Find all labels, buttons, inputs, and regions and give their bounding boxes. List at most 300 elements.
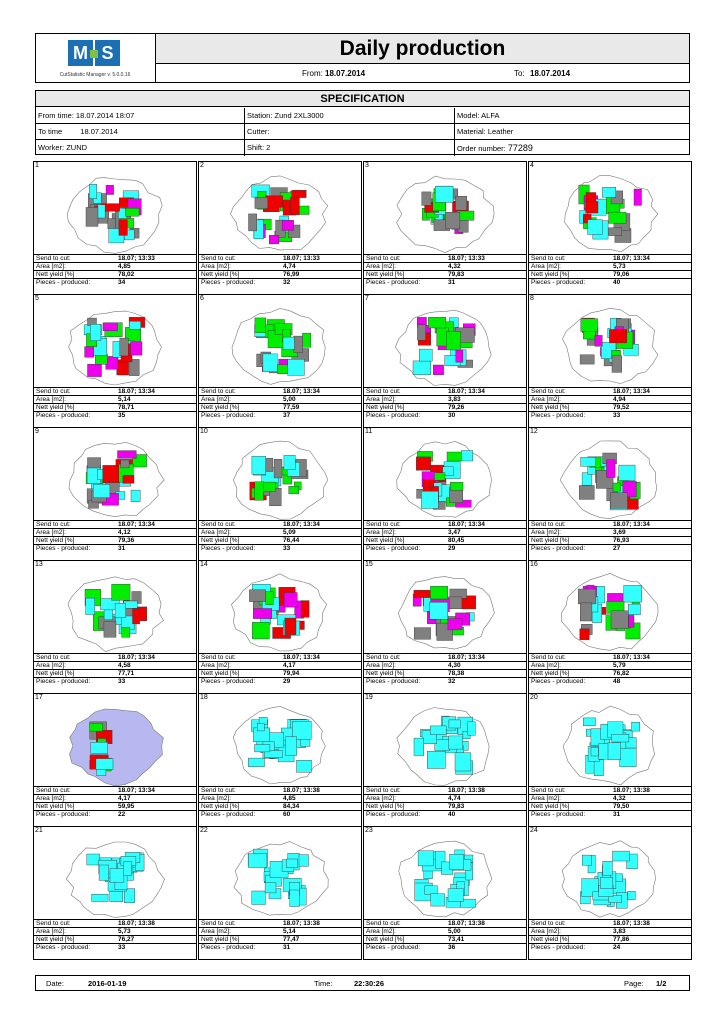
stat-label-send: Send to cut: — [531, 521, 566, 528]
spec-row-2 — [36, 124, 689, 140]
cut-piece — [427, 751, 445, 768]
stat-label-send: Send to cut: — [201, 255, 236, 262]
stat-label-send: Send to cut: — [531, 920, 566, 927]
stat-label-area: Area [m2]: — [201, 529, 231, 536]
stat-value-pieces: 27 — [613, 545, 621, 552]
nest-card — [528, 294, 692, 428]
stat-row-yield — [364, 537, 526, 545]
cut-piece — [594, 760, 603, 776]
stat-label-area: Area [m2]: — [531, 928, 561, 935]
stat-label-area: Area [m2]: — [531, 662, 561, 669]
nest-card-stats — [529, 520, 691, 553]
stat-value-pieces: 40 — [448, 811, 456, 818]
stat-label-area: Area [m2]: — [366, 529, 396, 536]
nest-card — [33, 294, 197, 428]
cut-piece — [294, 336, 303, 352]
cut-piece — [299, 206, 309, 215]
cut-piece — [609, 212, 627, 223]
cut-piece — [252, 622, 269, 639]
stat-value-yield: 79,06 — [613, 271, 630, 278]
stat-label-send: Send to cut: — [531, 654, 566, 661]
nest-card — [198, 161, 362, 295]
nest-card-number: 6 — [200, 295, 204, 302]
cut-piece — [582, 855, 591, 865]
spec-from-time: From time: 18.07.2014 18:07 — [38, 111, 135, 120]
nest-card-stats — [364, 254, 526, 287]
stat-row-yield — [529, 803, 691, 811]
cut-piece — [468, 722, 476, 735]
logo-letter-s: S — [95, 40, 120, 66]
stat-row-area — [199, 396, 361, 404]
logo-dot-icon — [90, 50, 98, 58]
cut-piece — [448, 889, 463, 902]
cut-piece — [266, 592, 274, 605]
stat-value-pieces: 33 — [283, 545, 291, 552]
stat-label-area: Area [m2]: — [201, 928, 231, 935]
stat-label-area: Area [m2]: — [36, 662, 66, 669]
cut-piece — [290, 890, 300, 907]
nest-card — [33, 826, 197, 960]
stat-value-pieces: 60 — [283, 811, 291, 818]
cut-piece — [581, 457, 596, 466]
stat-value-area: 4,17 — [118, 795, 131, 802]
stat-row-area — [529, 662, 691, 670]
stat-label-pieces: Pieces - produced: — [36, 678, 91, 685]
nest-card-number: 3 — [365, 162, 369, 169]
nest-card-stats — [364, 520, 526, 553]
stat-value-area: 5,14 — [283, 928, 296, 935]
stat-value-yield: 76,99 — [283, 271, 300, 278]
stat-label-yield: Nett yield [%] — [366, 537, 405, 544]
stat-value-yield: 77,47 — [283, 936, 300, 943]
cut-piece — [274, 459, 282, 478]
cut-piece — [131, 490, 140, 502]
stat-value-send: 18.07; 13:38 — [448, 787, 485, 794]
stat-value-send: 18.07; 13:34 — [613, 388, 650, 395]
nest-card-number: 16 — [530, 561, 538, 568]
stat-value-yield: 79,83 — [448, 803, 465, 810]
stat-value-area: 4,74 — [448, 795, 461, 802]
stat-row-send — [34, 388, 196, 396]
spec-shift: Shift: 2 — [244, 140, 454, 156]
stat-label-pieces: Pieces - produced: — [366, 678, 421, 685]
cut-piece — [123, 475, 134, 483]
cut-piece — [89, 184, 97, 198]
cut-piece — [255, 482, 264, 501]
stat-row-send — [199, 388, 361, 396]
stat-label-send: Send to cut: — [201, 787, 236, 794]
stat-label-pieces: Pieces - produced: — [531, 412, 586, 419]
spec-to-time-value: 18.07.2014 — [80, 127, 118, 136]
cut-piece — [86, 207, 98, 226]
spec-order-value: 77289 — [507, 143, 533, 153]
stat-label-yield: Nett yield [%] — [36, 271, 75, 278]
nest-card — [33, 161, 197, 295]
cut-piece — [118, 451, 137, 459]
stat-label-pieces: Pieces - produced: — [201, 944, 256, 951]
stat-value-yield: 80,45 — [448, 537, 465, 544]
stat-value-pieces: 33 — [118, 678, 126, 685]
cut-piece — [91, 742, 108, 753]
cut-piece — [249, 214, 257, 231]
stat-value-yield: 76,82 — [613, 670, 630, 677]
stat-row-area — [199, 662, 361, 670]
nest-card-number: 17 — [35, 694, 43, 701]
stat-value-send: 18.07; 13:34 — [118, 388, 155, 395]
cut-piece — [283, 337, 294, 349]
stat-row-send — [199, 787, 361, 795]
stat-label-yield: Nett yield [%] — [36, 404, 75, 411]
stat-value-pieces: 37 — [283, 412, 291, 419]
stat-label-yield: Nett yield [%] — [531, 404, 570, 411]
stat-label-yield: Nett yield [%] — [531, 537, 570, 544]
cut-piece — [291, 197, 300, 215]
cut-piece — [248, 758, 264, 767]
cut-piece — [607, 460, 616, 478]
nest-card-number: 4 — [530, 162, 534, 169]
nest-card-number: 5 — [35, 295, 39, 302]
stat-row-send — [34, 255, 196, 263]
stat-value-send: 18.07; 13:34 — [283, 654, 320, 661]
report-header — [35, 33, 690, 83]
stat-label-pieces: Pieces - produced: — [531, 678, 586, 685]
nest-card-stats — [199, 786, 361, 819]
footer-date-value: 2016-01-19 — [88, 979, 127, 988]
cut-piece — [106, 185, 114, 194]
hide-nesting-image — [365, 835, 525, 919]
cut-piece — [112, 584, 131, 600]
stat-row-send — [199, 521, 361, 529]
stat-row-pieces — [34, 279, 196, 287]
cut-piece — [445, 212, 460, 229]
cut-piece — [121, 460, 129, 468]
stat-label-yield: Nett yield [%] — [201, 404, 240, 411]
stat-value-send: 18.07; 13:38 — [613, 787, 650, 794]
cut-piece — [124, 862, 132, 876]
hide-nesting-image — [530, 436, 690, 520]
stat-value-send: 18.07; 13:34 — [613, 654, 650, 661]
stat-label-area: Area [m2]: — [36, 529, 66, 536]
stat-value-yield: 84,34 — [283, 803, 300, 810]
stat-label-area: Area [m2]: — [531, 529, 561, 536]
cut-piece — [90, 723, 103, 731]
spec-to-time-label: To time — [38, 127, 63, 136]
cut-piece — [430, 726, 446, 735]
cut-piece — [607, 593, 623, 602]
stat-value-area: 4,30 — [448, 662, 461, 669]
stat-label-yield: Nett yield [%] — [531, 271, 570, 278]
stat-row-pieces — [364, 944, 526, 952]
stat-row-area — [529, 396, 691, 404]
stat-label-yield: Nett yield [%] — [201, 271, 240, 278]
stat-row-area — [364, 396, 526, 404]
cut-piece — [104, 621, 116, 637]
stat-label-send: Send to cut: — [531, 388, 566, 395]
cut-piece — [289, 486, 299, 494]
nest-card-number: 14 — [200, 561, 208, 568]
cut-piece — [129, 321, 140, 329]
stat-row-send — [529, 654, 691, 662]
stat-value-pieces: 30 — [448, 412, 456, 419]
stat-label-send: Send to cut: — [36, 787, 71, 794]
logo-letter-m: M — [68, 40, 93, 66]
hide-nesting-image — [200, 702, 360, 786]
hide-nesting-image — [200, 569, 360, 653]
stat-value-yield: 77,86 — [613, 936, 630, 943]
stat-label-yield: Nett yield [%] — [201, 670, 240, 677]
footer-page-label: Page: — [624, 979, 644, 988]
cut-piece — [624, 585, 642, 602]
hide-nesting-image — [35, 436, 195, 520]
stat-label-yield: Nett yield [%] — [366, 404, 405, 411]
stat-value-send: 18.07; 13:38 — [283, 920, 320, 927]
stat-value-send: 18.07; 13:34 — [118, 521, 155, 528]
stat-row-area — [34, 529, 196, 537]
stat-value-yield: 79,36 — [118, 537, 135, 544]
stat-label-area: Area [m2]: — [531, 396, 561, 403]
ms-logo — [68, 40, 120, 66]
spec-model: Model: ALFA — [454, 108, 689, 124]
stat-value-area: 4,85 — [118, 263, 131, 270]
nest-card — [33, 427, 197, 561]
stat-row-send — [34, 787, 196, 795]
cut-piece — [414, 628, 430, 640]
stat-row-yield — [364, 670, 526, 678]
cut-piece — [286, 737, 297, 756]
hide-nesting-image — [200, 436, 360, 520]
cut-piece — [447, 452, 461, 461]
stat-row-pieces — [364, 811, 526, 819]
nest-card-number: 21 — [35, 827, 43, 834]
cut-piece — [133, 609, 140, 624]
stat-value-yield: 79,26 — [448, 404, 465, 411]
nest-card — [363, 161, 527, 295]
nest-card — [198, 294, 362, 428]
stat-row-yield — [34, 670, 196, 678]
nest-card — [363, 427, 527, 561]
stat-value-send: 18.07; 13:34 — [448, 654, 485, 661]
stat-row-send — [34, 521, 196, 529]
cut-piece — [603, 861, 613, 875]
stat-label-pieces: Pieces - produced: — [366, 279, 421, 286]
footer-date-label: Date: — [46, 979, 64, 988]
stat-label-send: Send to cut: — [36, 388, 71, 395]
cut-piece — [95, 354, 107, 364]
stat-value-send: 18.07; 13:34 — [283, 388, 320, 395]
cut-piece — [414, 590, 431, 597]
stat-value-send: 18.07; 13:34 — [613, 521, 650, 528]
stat-row-area — [199, 928, 361, 936]
footer-time-value: 22:30:26 — [354, 979, 385, 988]
cut-piece — [613, 851, 630, 861]
stat-row-area — [364, 529, 526, 537]
stat-row-pieces — [529, 412, 691, 420]
stat-label-send: Send to cut: — [531, 787, 566, 794]
stat-value-area: 4,32 — [448, 263, 461, 270]
stat-label-send: Send to cut: — [366, 654, 401, 661]
stat-row-area — [34, 928, 196, 936]
stat-row-yield — [34, 803, 196, 811]
cut-piece — [586, 193, 596, 202]
cut-piece — [122, 627, 130, 637]
cut-piece — [581, 319, 598, 332]
stat-value-pieces: 33 — [118, 944, 126, 951]
cut-piece — [628, 604, 640, 615]
stat-value-area: 5,73 — [613, 263, 626, 270]
stat-label-area: Area [m2]: — [531, 795, 561, 802]
stat-value-send: 18.07; 13:34 — [118, 654, 155, 661]
cut-piece — [252, 891, 266, 905]
cut-piece — [255, 197, 268, 208]
stat-row-area — [34, 263, 196, 271]
stat-value-send: 18.07; 13:38 — [613, 920, 650, 927]
stat-row-send — [34, 920, 196, 928]
stat-row-send — [529, 388, 691, 396]
spec-row-1 — [36, 108, 689, 124]
cut-piece — [110, 891, 123, 902]
cut-piece — [608, 743, 621, 760]
stat-row-area — [199, 263, 361, 271]
cut-piece — [266, 196, 283, 208]
stat-label-pieces: Pieces - produced: — [201, 545, 256, 552]
stat-value-yield: 76,27 — [118, 936, 135, 943]
stat-row-send — [364, 787, 526, 795]
spec-cutter: Cutter: — [244, 124, 454, 140]
cut-piece — [430, 586, 447, 599]
to-label: To: — [514, 69, 525, 78]
from-label: From: — [302, 69, 323, 78]
logo-subtitle: CutStatistic Manager v. 5.0.0.16 — [59, 72, 131, 78]
stat-row-yield — [199, 670, 361, 678]
stat-label-send: Send to cut: — [201, 521, 236, 528]
cut-piece — [580, 355, 594, 364]
cut-piece — [417, 325, 425, 340]
hide-nesting-image — [530, 303, 690, 387]
stat-row-area — [529, 795, 691, 803]
stat-label-yield: Nett yield [%] — [201, 803, 240, 810]
stat-value-area: 5,09 — [283, 529, 296, 536]
cut-piece — [252, 456, 266, 474]
stat-row-pieces — [34, 811, 196, 819]
stat-label-yield: Nett yield [%] — [366, 803, 405, 810]
nest-card-stats — [199, 520, 361, 553]
nest-card — [198, 560, 362, 694]
nest-card — [528, 560, 692, 694]
cut-piece — [287, 859, 298, 868]
stat-row-area — [364, 662, 526, 670]
cut-piece — [285, 618, 296, 635]
stat-label-pieces: Pieces - produced: — [36, 545, 91, 552]
stat-label-send: Send to cut: — [201, 388, 236, 395]
stat-row-yield — [34, 271, 196, 279]
stat-label-pieces: Pieces - produced: — [36, 412, 91, 419]
stat-row-send — [529, 255, 691, 263]
stat-value-yield: 73,41 — [448, 936, 465, 943]
stat-label-send: Send to cut: — [366, 255, 401, 262]
stat-label-yield: Nett yield [%] — [201, 936, 240, 943]
hide-nesting-image — [365, 702, 525, 786]
stat-label-yield: Nett yield [%] — [531, 670, 570, 677]
spec-row-3 — [36, 140, 689, 156]
footer-time-label: Time: — [314, 979, 333, 988]
stat-label-yield: Nett yield [%] — [201, 537, 240, 544]
cut-piece — [602, 187, 615, 197]
cut-piece — [108, 219, 116, 229]
stat-value-pieces: 31 — [118, 545, 126, 552]
cut-piece — [299, 855, 309, 867]
stat-row-pieces — [199, 412, 361, 420]
stat-label-yield: Nett yield [%] — [366, 670, 405, 677]
stat-value-area: 4,58 — [118, 662, 131, 669]
hide-outline — [399, 841, 492, 917]
hide-nesting-image — [200, 303, 360, 387]
stat-label-area: Area [m2]: — [36, 263, 66, 270]
stat-value-pieces: 32 — [283, 279, 291, 286]
stat-row-yield — [34, 537, 196, 545]
cut-piece — [419, 349, 432, 361]
stat-row-yield — [34, 404, 196, 412]
cut-piece — [446, 331, 460, 350]
stat-value-send: 18.07; 13:34 — [448, 521, 485, 528]
stat-label-area: Area [m2]: — [366, 263, 396, 270]
cut-piece — [292, 190, 307, 197]
stat-label-area: Area [m2]: — [201, 795, 231, 802]
stat-value-pieces: 36 — [448, 944, 456, 951]
stat-value-area: 5,00 — [283, 396, 296, 403]
cut-piece — [413, 361, 431, 375]
stat-row-pieces — [529, 944, 691, 952]
nest-card-stats — [364, 919, 526, 952]
stat-row-area — [364, 263, 526, 271]
nest-card-stats — [529, 786, 691, 819]
stat-row-pieces — [364, 279, 526, 287]
cut-piece — [263, 354, 277, 372]
stat-value-yield: 76,93 — [613, 537, 630, 544]
nest-card — [33, 693, 197, 827]
cut-piece — [431, 894, 445, 906]
cut-piece — [265, 883, 276, 893]
nest-card — [363, 560, 527, 694]
cut-piece — [610, 493, 627, 509]
stat-row-pieces — [199, 811, 361, 819]
cut-piece — [90, 324, 101, 341]
hide-nesting-image — [530, 569, 690, 653]
stat-value-pieces: 35 — [118, 412, 126, 419]
stat-row-send — [34, 654, 196, 662]
stat-row-pieces — [529, 545, 691, 553]
spec-order-label: Order number: — [457, 144, 506, 153]
stat-row-yield — [364, 803, 526, 811]
stat-value-yield: 78,38 — [448, 670, 465, 677]
stat-value-area: 5,73 — [118, 928, 131, 935]
cut-piece — [591, 747, 598, 756]
cut-piece — [88, 458, 101, 468]
nest-card-stats — [34, 520, 196, 553]
nest-card-stats — [529, 653, 691, 686]
cut-piece — [99, 865, 109, 880]
cut-piece — [284, 593, 297, 608]
nest-card — [363, 693, 527, 827]
nest-card-stats — [199, 387, 361, 420]
cut-piece — [131, 342, 143, 356]
nest-card-number: 23 — [365, 827, 373, 834]
nest-card-number: 24 — [530, 827, 538, 834]
stat-row-pieces — [364, 678, 526, 686]
stat-label-send: Send to cut: — [366, 920, 401, 927]
stat-value-pieces: 31 — [613, 811, 621, 818]
cut-piece — [583, 718, 595, 726]
nest-card-stats — [34, 786, 196, 819]
